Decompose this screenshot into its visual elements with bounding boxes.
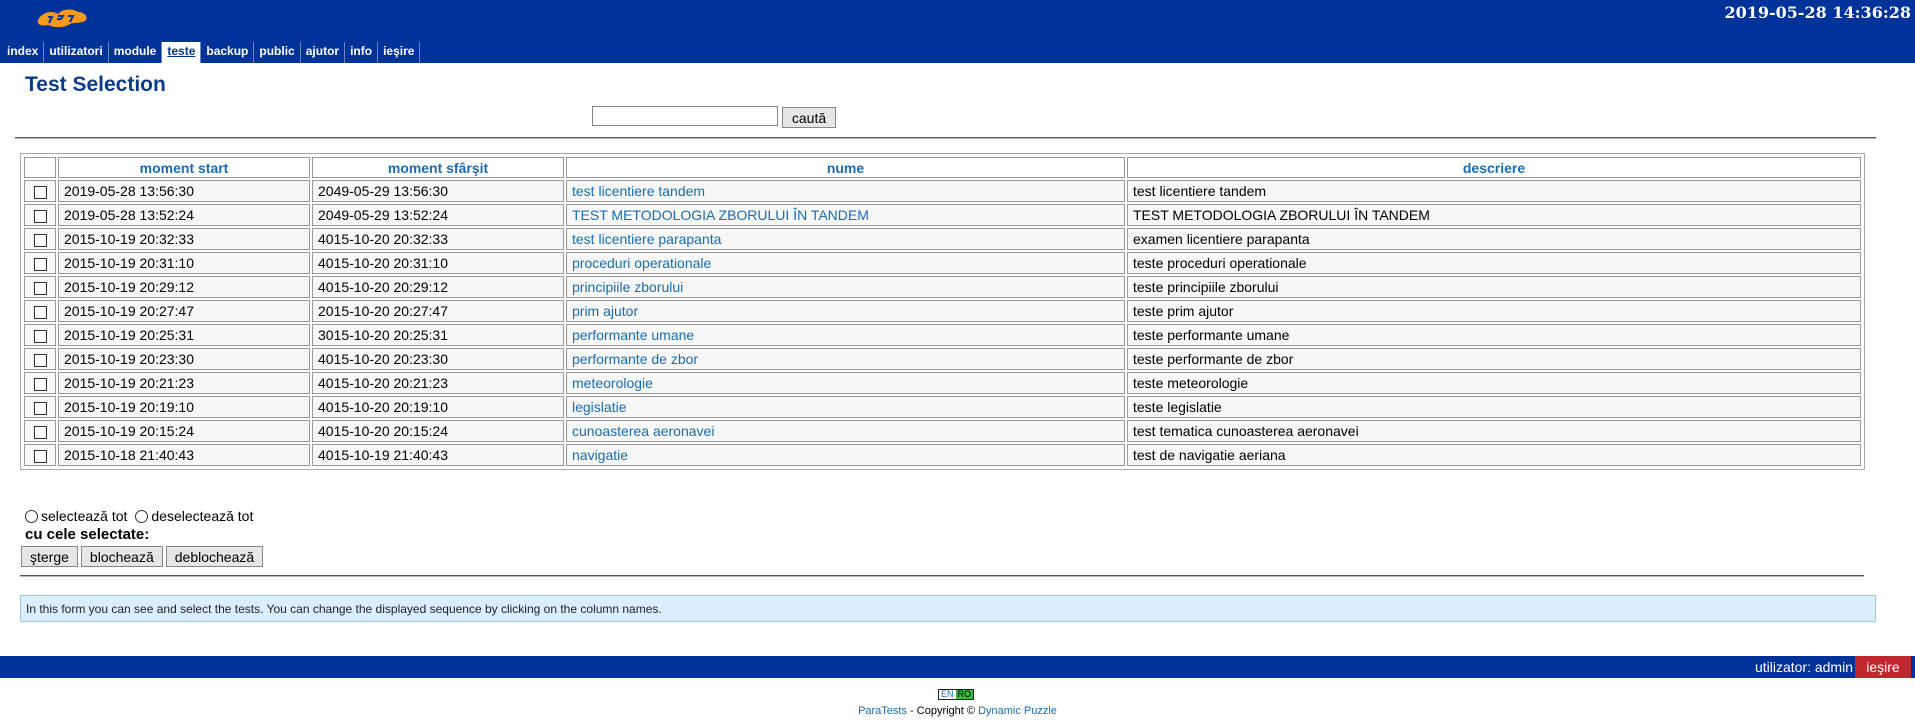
main-nav [2,42,420,63]
table-header-row [24,157,1861,178]
row-start: 2015-10-19 20:15:24 [58,420,310,442]
row-select-cell [24,300,56,322]
row-select-cell [24,180,56,202]
selection-controls [25,508,253,524]
test-name-link[interactable]: meteorologie [572,375,653,391]
column-header-start[interactable]: moment start [58,157,310,178]
company-link[interactable]: Dynamic Puzzle [978,705,1057,717]
select-all-radio[interactable] [25,510,38,523]
row-checkbox[interactable] [34,378,47,391]
search-button[interactable]: caută [782,107,836,128]
lang-en[interactable]: EN [941,689,954,699]
test-name-link[interactable]: proceduri operationale [572,255,712,271]
bottom-bar [0,656,1915,678]
nav-utilizatori[interactable]: utilizatori [44,42,108,63]
paratests-logo-icon[interactable] [34,6,90,32]
search-input[interactable] [592,106,778,126]
row-checkbox[interactable] [34,330,47,343]
test-name-link[interactable]: navigatie [572,447,629,463]
row-description: teste legislatie [1127,396,1861,418]
row-end: 4015-10-20 20:23:30 [312,348,564,370]
nav-info[interactable]: info [345,42,378,63]
table-row [24,444,1861,466]
test-name-link[interactable]: prim ajutor [572,303,639,319]
logout-button[interactable]: ieşire [1855,656,1911,678]
language-switcher [938,689,974,700]
column-header-description[interactable]: descriere [1127,157,1861,178]
table-row [24,276,1861,298]
test-name-link[interactable]: TEST METODOLOGIA ZBORULUI ÎN TANDEM [572,207,869,223]
row-name [566,276,1125,298]
row-name [566,204,1125,226]
row-description: TEST METODOLOGIA ZBORULUI ÎN TANDEM [1127,204,1861,226]
row-checkbox[interactable] [34,354,47,367]
table-row [24,204,1861,226]
row-name [566,252,1125,274]
deselect-all-radio[interactable] [135,510,148,523]
row-description: test de navigatie aeriana [1127,444,1861,466]
page-title: Test Selection [25,73,166,96]
row-name [566,180,1125,202]
row-end: 4015-10-20 20:29:12 [312,276,564,298]
row-end: 4015-10-20 20:15:24 [312,420,564,442]
table-row [24,324,1861,346]
row-start: 2015-10-19 20:32:33 [58,228,310,250]
tests-table [20,153,1865,470]
row-checkbox[interactable] [34,258,47,271]
table-row [24,348,1861,370]
row-start: 2015-10-19 20:25:31 [58,324,310,346]
row-select-cell [24,420,56,442]
row-checkbox[interactable] [34,450,47,463]
row-description: test tematica cunoasterea aeronavei [1127,420,1861,442]
row-end: 2049-05-29 13:52:24 [312,204,564,226]
row-select-cell [24,348,56,370]
footer [0,705,1915,717]
row-start: 2019-05-28 13:56:30 [58,180,310,202]
header-checkbox-col [24,157,56,178]
test-name-link[interactable]: legislatie [572,399,627,415]
row-name [566,300,1125,322]
table-row [24,300,1861,322]
table-row [24,372,1861,394]
lang-ro[interactable]: RO [957,689,972,699]
test-name-link[interactable]: principiile zborului [572,279,684,295]
row-end: 4015-10-20 20:32:33 [312,228,564,250]
row-description: teste proceduri operationale [1127,252,1861,274]
column-header-name[interactable]: nume [566,157,1125,178]
row-start: 2015-10-19 20:23:30 [58,348,310,370]
row-end: 4015-10-19 21:40:43 [312,444,564,466]
row-end: 4015-10-20 20:21:23 [312,372,564,394]
nav-iesire[interactable]: ieşire [378,42,420,63]
nav-ajutor[interactable]: ajutor [301,42,345,63]
row-start: 2015-10-19 20:19:10 [58,396,310,418]
row-start: 2015-10-18 21:40:43 [58,444,310,466]
block-button[interactable]: blochează [81,546,163,567]
table-row [24,180,1861,202]
user-label: utilizator: admin [1754,659,1853,675]
row-start: 2015-10-19 20:27:47 [58,300,310,322]
row-description: teste performante de zbor [1127,348,1861,370]
row-end: 2049-05-29 13:56:30 [312,180,564,202]
row-description: teste performante umane [1127,324,1861,346]
row-select-cell [24,444,56,466]
top-bar [0,0,1915,63]
table-row [24,228,1861,250]
row-select-cell [24,228,56,250]
row-checkbox[interactable] [34,210,47,223]
row-end: 4015-10-20 20:19:10 [312,396,564,418]
row-select-cell [24,276,56,298]
row-checkbox[interactable] [34,186,47,199]
row-start: 2015-10-19 20:29:12 [58,276,310,298]
row-description: test licentiere tandem [1127,180,1861,202]
bulk-actions [21,546,263,567]
product-link[interactable]: ParaTests [858,705,907,717]
row-end: 3015-10-20 20:25:31 [312,324,564,346]
row-name [566,372,1125,394]
divider [15,137,1876,139]
row-checkbox[interactable] [34,234,47,247]
row-name [566,396,1125,418]
row-checkbox[interactable] [34,282,47,295]
row-description: teste principiile zborului [1127,276,1861,298]
nav-backup[interactable]: backup [201,42,254,63]
datetime: 2019-05-28 14:36:28 [1724,3,1911,22]
row-name [566,348,1125,370]
nav-public[interactable]: public [254,42,300,63]
row-end: 2015-10-20 20:27:47 [312,300,564,322]
select-all-label[interactable]: selectează tot [41,508,128,524]
row-checkbox[interactable] [34,306,47,319]
row-name [566,444,1125,466]
table-row [24,396,1861,418]
deselect-all-label[interactable]: deselectează tot [151,508,254,524]
row-name [566,324,1125,346]
row-start: 2019-05-28 13:52:24 [58,204,310,226]
nav-teste[interactable]: teste [162,42,201,63]
test-name-link[interactable]: test licentiere tandem [572,183,706,199]
row-description: teste prim ajutor [1127,300,1861,322]
row-checkbox[interactable] [34,426,47,439]
divider [20,575,1864,577]
row-select-cell [24,396,56,418]
row-select-cell [24,324,56,346]
nav-index[interactable]: index [2,42,44,63]
table-row [24,420,1861,442]
row-description: examen licentiere parapanta [1127,228,1861,250]
row-end: 4015-10-20 20:31:10 [312,252,564,274]
row-select-cell [24,372,56,394]
table-row [24,252,1861,274]
with-selected-label: cu cele selectate: [25,526,150,543]
delete-button[interactable]: şterge [21,546,78,567]
row-start: 2015-10-19 20:31:10 [58,252,310,274]
test-name-link[interactable]: cunoasterea aeronavei [572,423,715,439]
row-select-cell [24,204,56,226]
row-select-cell [24,252,56,274]
unblock-button[interactable]: deblochează [166,546,263,567]
row-name [566,228,1125,250]
row-description: teste meteorologie [1127,372,1861,394]
info-box: In this form you can see and select the tests. You can change the displayed sequence by clicking on the column names. [20,595,1876,622]
test-name-link[interactable]: performante umane [572,327,695,343]
row-start: 2015-10-19 20:21:23 [58,372,310,394]
column-header-end[interactable]: moment sfârşit [312,157,564,178]
row-name [566,420,1125,442]
nav-module[interactable]: module [109,42,163,63]
row-checkbox[interactable] [34,402,47,415]
test-name-link[interactable]: test licentiere parapanta [572,231,722,247]
test-name-link[interactable]: performante de zbor [572,351,699,367]
copyright-text: - Copyright © [906,705,979,717]
